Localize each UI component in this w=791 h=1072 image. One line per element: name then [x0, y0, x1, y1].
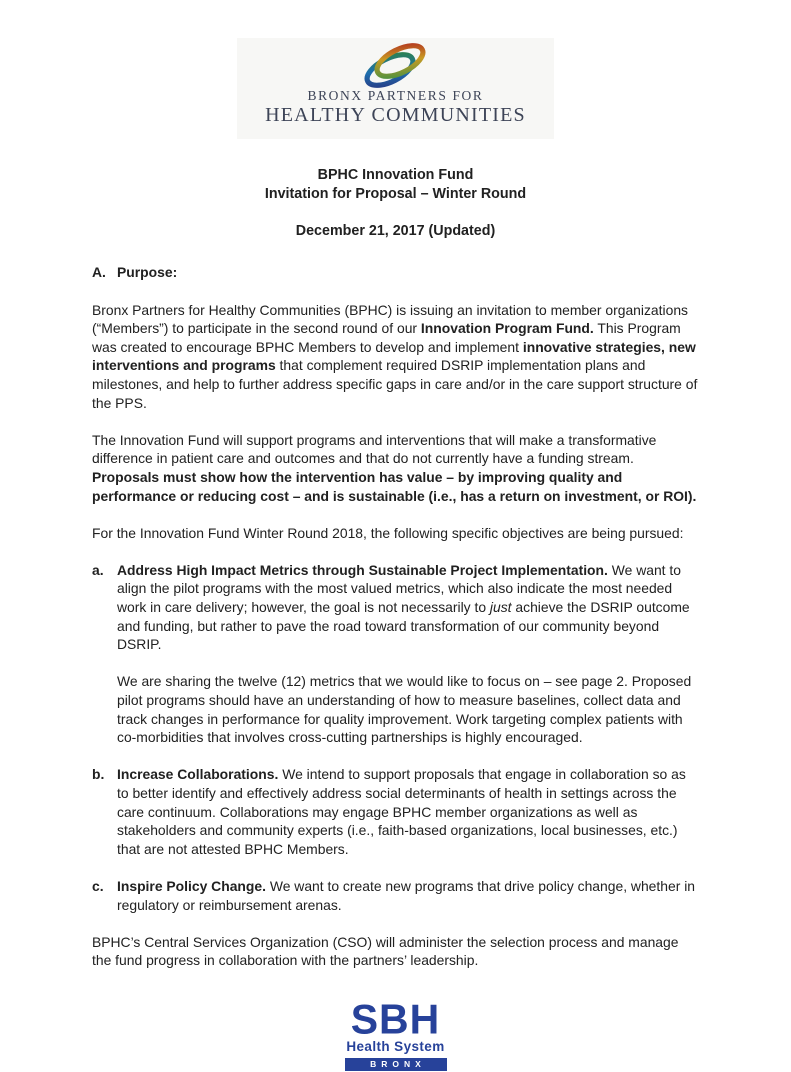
- sbh-logo-subtitle: Health System: [346, 1038, 445, 1054]
- bphc-logo-text-line1: BRONX PARTNERS FOR: [307, 88, 484, 103]
- objective-item-c: [92, 877, 700, 914]
- title-date: December 21, 2017 (Updated): [295, 222, 496, 239]
- title-line2: Invitation for Proposal – Winter Round: [264, 185, 527, 202]
- sbh-logo-bronx-banner: BRONX: [345, 1058, 447, 1071]
- objective-label-c: c.: [92, 877, 104, 894]
- objective-item-b: [92, 765, 700, 858]
- objective-label-a: a.: [92, 561, 104, 578]
- section-heading-text: Purpose:: [117, 264, 178, 281]
- sbh-logo-acronym: SBH: [350, 995, 441, 1043]
- section-heading-label: A.: [92, 264, 106, 281]
- title-line1: BPHC Innovation Fund: [317, 167, 474, 183]
- paragraph-fund-support: The Innovation Fund will support programs and interventions that will make a transformative difference in patient care and outcomes and that do not currently have a funding stream. Proposals must show how the intervention has value – by improving quality and performance or reducing cost – and is sustainable (i.e., has a return on investment, or ROI).: [92, 431, 697, 504]
- objective-text-c: Inspire Policy Change. We want to create new programs that drive policy change, whether in regulatory or reimbursement arenas.: [117, 877, 696, 913]
- bphc-logo: [237, 38, 554, 139]
- bphc-logo-text-line2: HEALTHY COMMUNITIES: [265, 104, 526, 126]
- objective-label-b: b.: [92, 766, 105, 783]
- closing-paragraph: BPHC’s Central Services Organization (CSO) will administer the selection process and manage the fund progress in collaboration with the partners’ leadership.: [92, 933, 679, 969]
- objective-a-subparagraph: We are sharing the twelve (12) metrics that we would like to focus on – see page 2. Proposed pilot programs should have an understanding of how to measure baselines, collect data and track changes in performance for quality improvement. Work targeting complex patients with co-morbidities that involves cross-cutting partnerships is highly encouraged.: [117, 673, 692, 746]
- objective-text-a: Address High Impact Metrics through Sustainable Project Implementation. We want to align the pilot programs with the most valued metrics, which also indicate the most needed work in care delivery; however, the goal is not necessarily to just achieve the DSRIP outcome and funding, but rather to pave the road toward transformation of our community beyond DSRIP.: [117, 561, 690, 653]
- paragraph-objectives-lead: For the Innovation Fund Winter Round 2018, the following specific objectives are being pursued:: [92, 524, 684, 541]
- sbh-logo: [0, 995, 791, 1072]
- interlocking-rings-icon: [358, 45, 432, 85]
- objective-item-a: [92, 561, 700, 654]
- header: [0, 0, 791, 139]
- objective-text-b: Increase Collaborations. We intend to support proposals that engage in collaboration so as to better identify and effectively address social determinants of health in settings across the care continuum. Collaborations may engage BPHC member organizations as well as stakeholders and community experts (i.e., faith-based organizations, local businesses, etc.) that are not attested BPHC Members.: [117, 766, 686, 857]
- document-title: [0, 166, 791, 240]
- paragraph-intro: Bronx Partners for Healthy Communities (BPHC) is issuing an invitation to member organizations (“Members”) to participate in the second round of our Innovation Program Fund. This Program was created to encourage BPHC Members to develop and implement innovative strategies, new interventions and programs that complement required DSRIP implementation plans and milestones, and help to further address specific gaps in care and/or in the care support structure of the PPS.: [92, 301, 698, 411]
- document-body: [0, 263, 791, 970]
- section-heading-purpose: [92, 263, 700, 282]
